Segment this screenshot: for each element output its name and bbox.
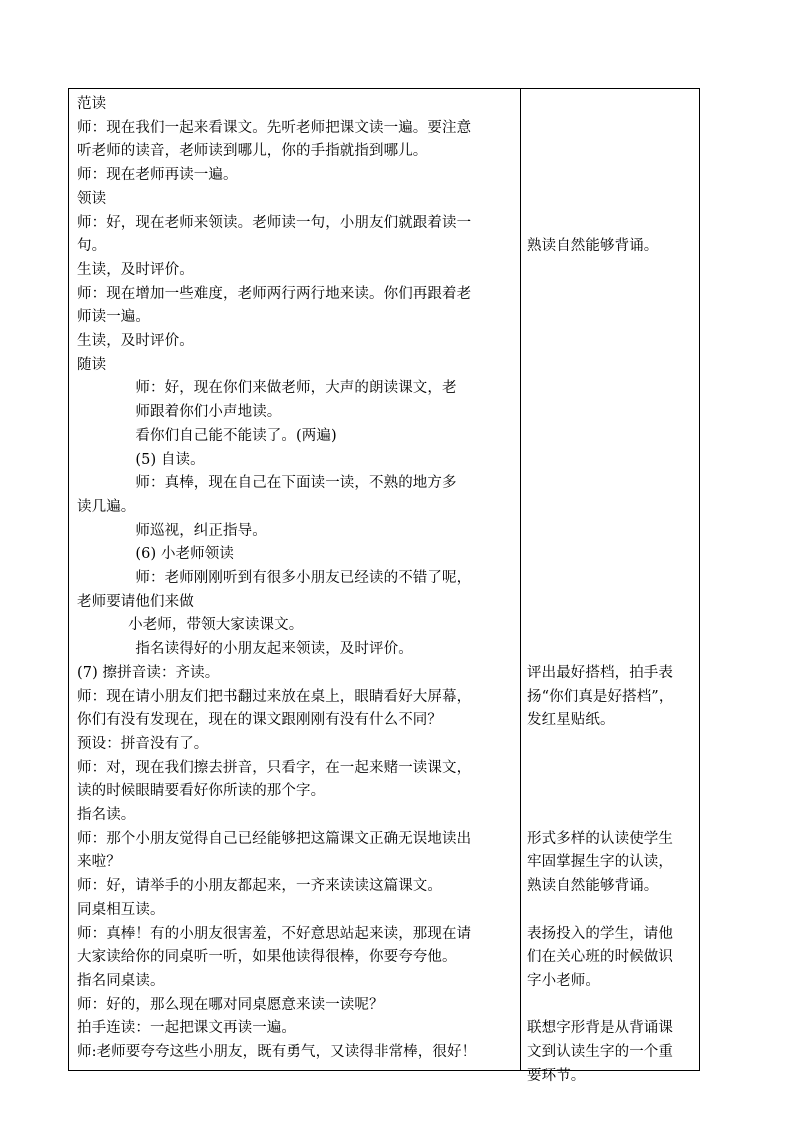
- process-line: 范读: [77, 96, 107, 112]
- process-line: 师：真棒！有的小朋友很害羞，不好意思站起来读，那现在请: [77, 925, 472, 942]
- process-line: 师：现在老师再读一遍。: [77, 167, 238, 184]
- process-line: 预设：拼音没有了。: [77, 735, 209, 752]
- design-note-line: 字小老师。: [527, 972, 600, 989]
- column-divider: [520, 89, 521, 1070]
- process-line: 读的时候眼睛要看好你所读的那个字。: [77, 783, 326, 800]
- design-note-line: 发红星贴纸。: [527, 712, 615, 729]
- process-line: 师巡视，纠正指导。: [135, 522, 267, 539]
- process-line: 读几遍。: [77, 498, 136, 515]
- process-line: 师：现在增加一些难度，老师两行两行地来读。你们再跟着老: [77, 285, 472, 302]
- design-note-line: 评出最好搭档，拍手表: [527, 664, 673, 681]
- design-note-line: 形式多样的认读使学生: [527, 830, 673, 847]
- process-line: 指名读得好的小朋友起来领读，及时评价。: [135, 641, 413, 658]
- process-line: 师：好，请举手的小朋友都起来，一齐来读读这篇课文。: [77, 878, 442, 895]
- process-line: 指名读。: [77, 807, 136, 823]
- process-line: 小老师，带领大家读课文。: [128, 617, 304, 634]
- design-note-line: 联想字形背是从背诵课: [527, 1020, 673, 1037]
- process-line: 师：好，现在你们来做老师，大声的朗读课文，老: [135, 380, 457, 397]
- lesson-table: [68, 88, 700, 1084]
- process-line: 句。: [77, 238, 107, 255]
- process-line: 师：对，现在我们擦去拼音，只看字，在一起来赌一读课文，: [77, 759, 472, 776]
- design-note-line: 要环节。: [527, 1067, 586, 1084]
- process-line: 师：那个小朋友觉得自己已经能够把这篇课文正确无误地读出: [77, 830, 472, 847]
- process-line: (7) 擦拼音读：齐读。: [77, 664, 220, 681]
- process-line: 师：好，现在老师来领读。老师读一句，小朋友们就跟着读一: [77, 214, 472, 231]
- process-line: 拍手连读：一起把课文再读一遍。: [77, 1020, 296, 1037]
- process-line: 生读，及时评价。: [77, 333, 194, 349]
- process-line: 师跟着你们小声地读。: [135, 404, 282, 421]
- process-line: 你们有没有发现在，现在的课文跟刚刚有没有什么不同？: [77, 712, 442, 729]
- process-line: (5) 自读。: [135, 451, 205, 468]
- process-line: 大家读给你的同桌听一听，如果他读得很棒，你要夸夸他。: [77, 949, 457, 966]
- process-line: 领读: [77, 190, 107, 207]
- process-line: 师：现在我们一起来看课文。先听老师把课文读一遍。要注意: [77, 119, 472, 136]
- process-line: 师：老师刚刚听到有很多小朋友已经读的不错了呢，: [135, 570, 472, 586]
- design-note-line: 熟读自然能够背诵。: [527, 878, 659, 895]
- process-line: 师:老师要夸夸这些小朋友，既有勇气，又读得非常棒，很好！: [77, 1044, 477, 1060]
- process-line: 老师要请他们来做: [77, 593, 194, 610]
- process-line: 听老师的读音，老师读到哪儿，你的手指就指到哪儿。: [77, 143, 428, 160]
- design-note-line: 们在关心班的时候做识: [527, 949, 673, 966]
- design-note-line: 表扬投入的学生，请他: [527, 925, 673, 942]
- process-line: 来啦？: [77, 854, 121, 871]
- process-line: 生读，及时评价。: [77, 261, 194, 278]
- process-line: 师：现在请小朋友们把书翻过来放在桌上，眼睛看好大屏幕，: [77, 688, 472, 705]
- design-note-line: 文到认读生字的一个重: [527, 1044, 673, 1060]
- design-note-line: 扬“你们真是好搭档”，: [527, 688, 674, 705]
- design-note-line: 牢固掌握生字的认读，: [527, 854, 673, 871]
- process-line: 师：好的，那么现在哪对同桌愿意来读一读呢？: [77, 996, 384, 1013]
- process-line: (6) 小老师领读: [135, 546, 234, 563]
- process-line: 师读一遍。: [77, 309, 150, 326]
- process-line: 师：真棒，现在自己在下面读一读，不熟的地方多: [135, 475, 457, 492]
- process-line: 指名同桌读。: [77, 972, 165, 989]
- design-note-line: 熟读自然能够背诵。: [527, 238, 659, 255]
- process-line: 同桌相互读。: [77, 901, 165, 918]
- process-line: 看你们自己能不能读了。(两遍): [135, 427, 337, 444]
- process-line: 随读: [77, 356, 107, 373]
